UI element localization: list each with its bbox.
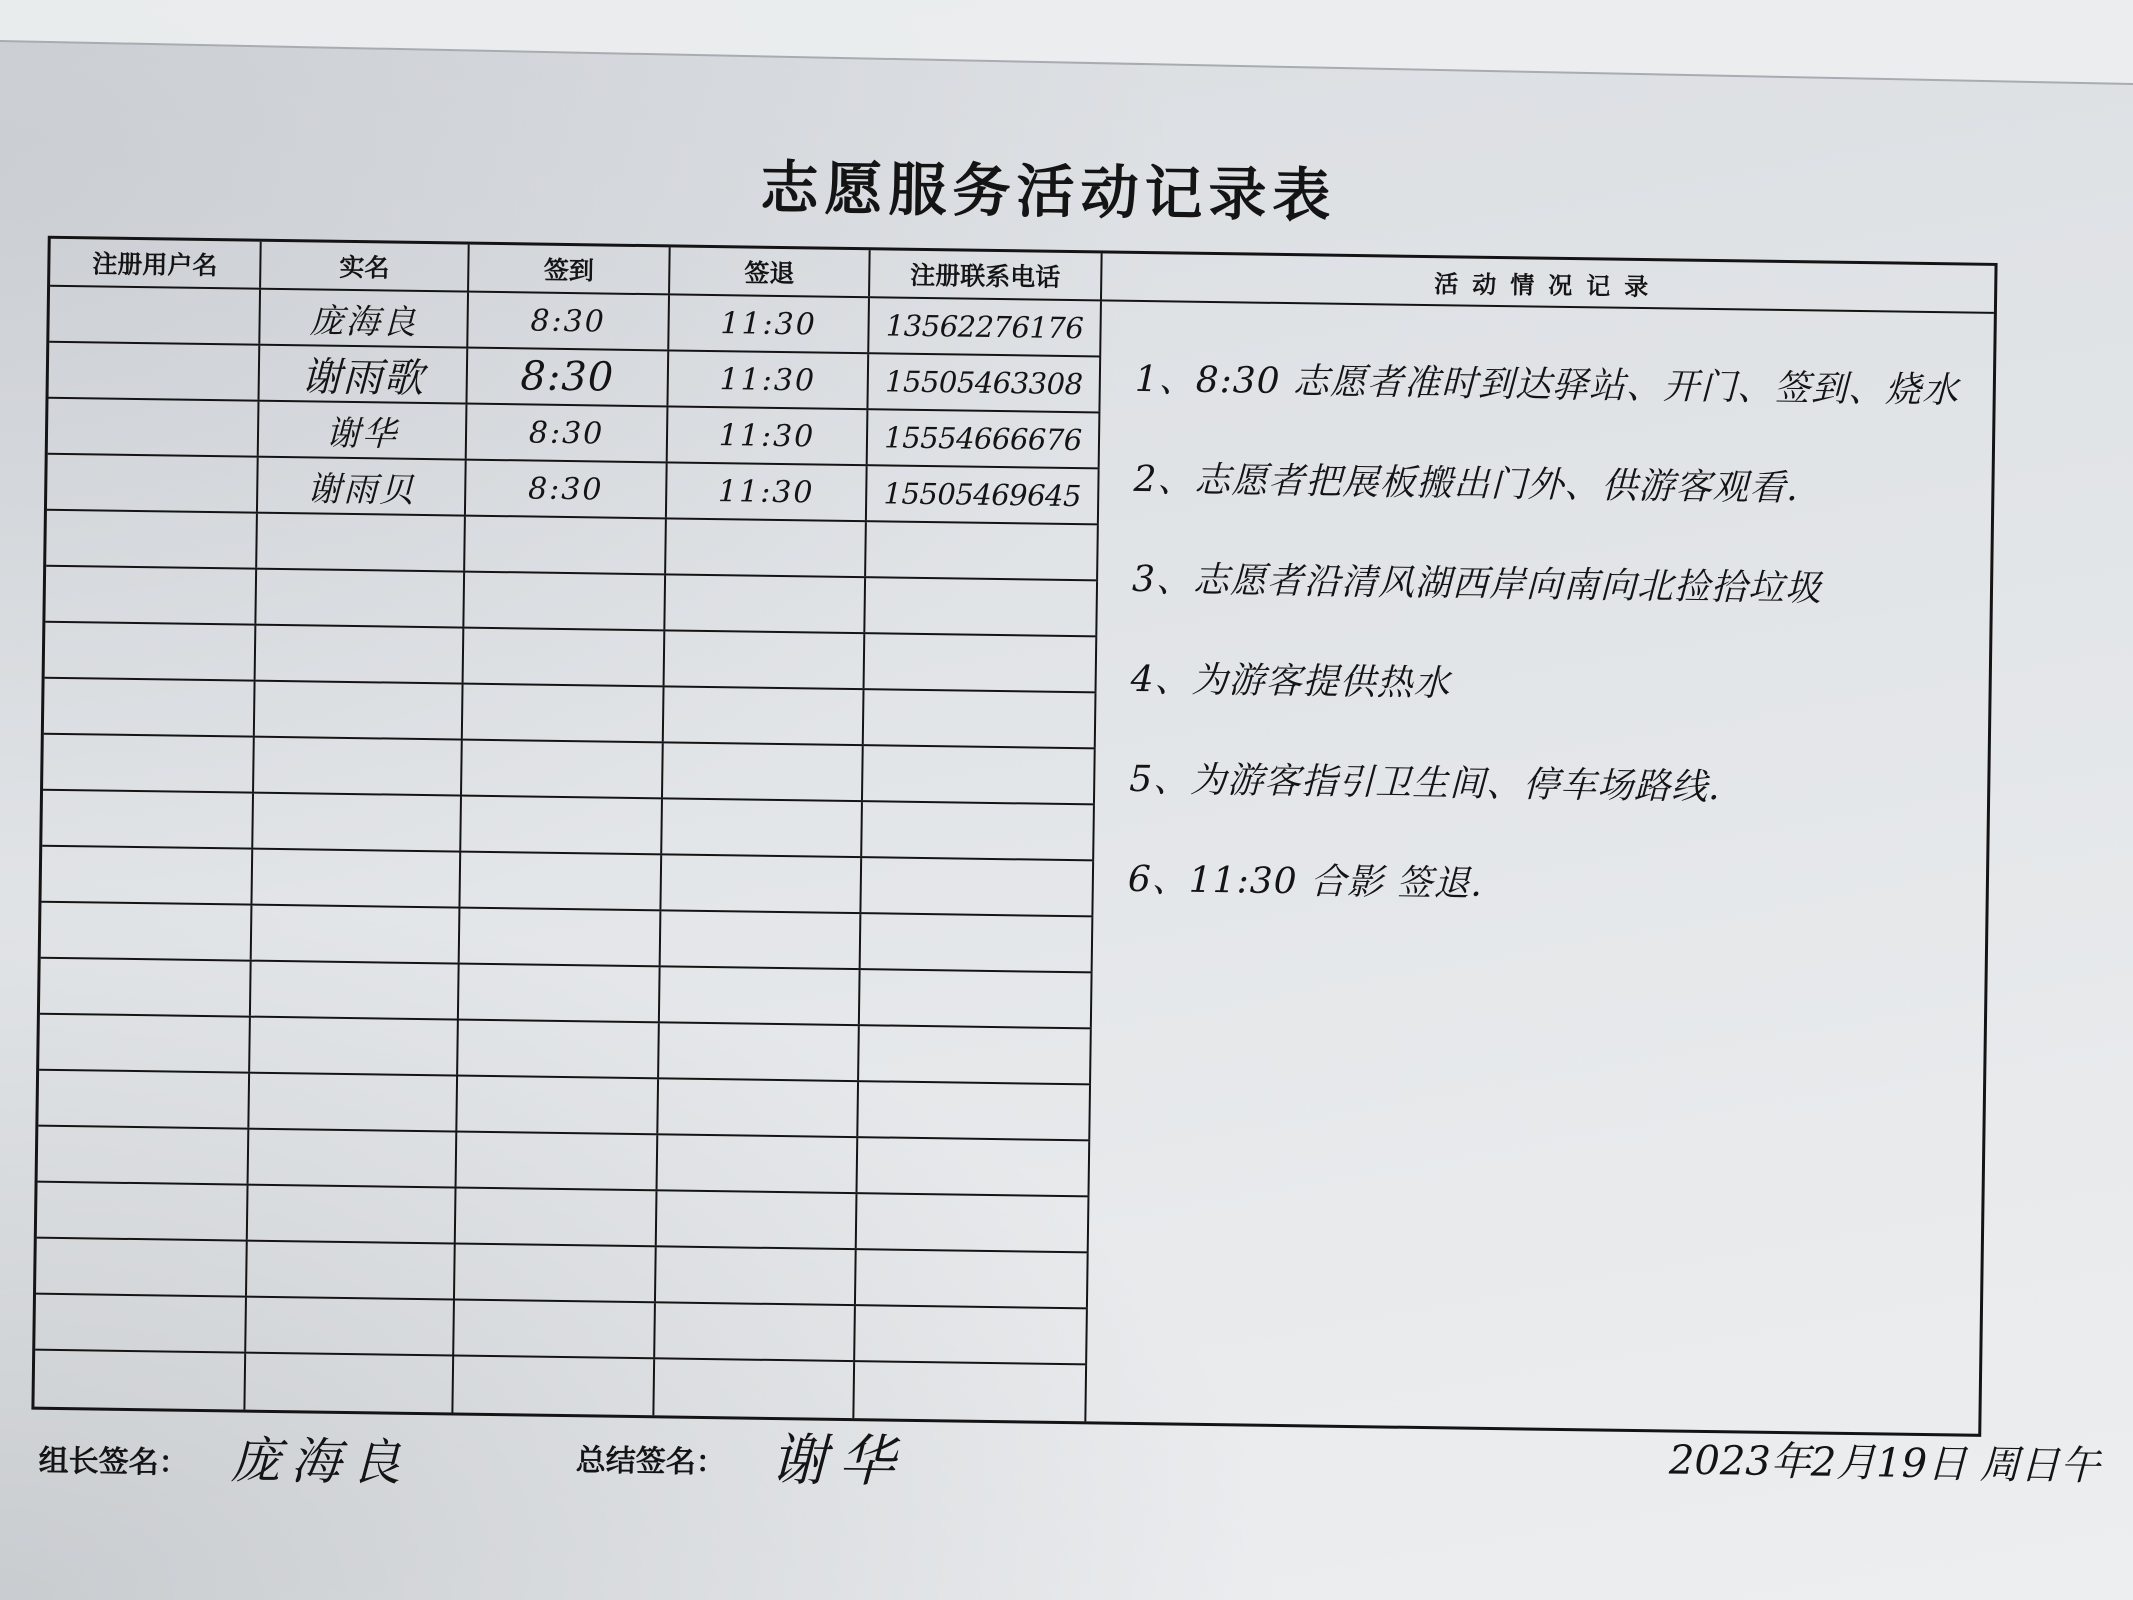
cell-username: [45, 623, 257, 680]
cell-real-name: [252, 850, 461, 907]
cell-sign-in: [456, 1189, 658, 1246]
cell-sign-out: [654, 1359, 855, 1418]
cell-phone: [854, 1362, 1087, 1421]
cell-real-name: [255, 682, 464, 739]
cell-sign-in: [458, 1021, 660, 1078]
cell-real-name: [253, 794, 462, 851]
cell-sign-out: [665, 631, 866, 688]
cell-sign-out: 11:30: [669, 295, 870, 352]
cell-sign-in: 8:30: [468, 293, 670, 350]
cell-phone: [865, 634, 1098, 691]
cell-phone: [856, 1250, 1089, 1307]
cell-username: [41, 847, 253, 904]
cell-sign-in: [453, 1357, 655, 1416]
cell-real-name: [247, 1242, 456, 1299]
cell-real-name: [256, 626, 465, 683]
cell-phone: [863, 746, 1096, 803]
cell-sign-in: [463, 685, 665, 742]
summary-signature: 谢华: [770, 1427, 908, 1495]
cell-username: [48, 399, 260, 456]
cell-username: [40, 959, 252, 1016]
cell-phone: [858, 1082, 1091, 1139]
cell-username: [34, 1351, 246, 1410]
attendance-rows: [34, 287, 1102, 1422]
cell-sign-in: [464, 573, 666, 630]
activity-record-item: 6、11:30 合影 签退.: [1127, 858, 1484, 905]
cell-real-name: [245, 1354, 454, 1413]
cell-real-name: [257, 514, 466, 571]
cell-real-name: [252, 906, 461, 963]
cell-username: [37, 1183, 249, 1240]
cell-username: [45, 567, 257, 624]
record-table: [31, 236, 1997, 1437]
cell-sign-in: [460, 909, 662, 966]
cell-username: [49, 343, 261, 400]
cell-sign-out: 11:30: [667, 463, 868, 520]
cell-sign-out: [663, 743, 864, 800]
cell-sign-out: [658, 1135, 859, 1192]
cell-sign-in: [455, 1245, 657, 1302]
form-title: 志愿服务活动记录表: [760, 153, 1337, 230]
cell-sign-in: 8:30: [466, 461, 668, 518]
cell-phone: 15505469645: [867, 466, 1100, 523]
cell-sign-in: [457, 1133, 659, 1190]
cell-real-name: [248, 1186, 457, 1243]
cell-phone: [861, 858, 1094, 915]
header-username: 注册用户名: [50, 239, 262, 288]
activity-record-item: 4、为游客提供热水: [1130, 658, 1451, 705]
cell-phone: [860, 970, 1093, 1027]
activity-record-cell: [1086, 301, 1994, 1433]
record-date: 2023年2月19日 周日午: [1668, 1437, 2101, 1490]
cell-phone: 15554666676: [868, 410, 1101, 467]
cell-sign-in: [460, 853, 662, 910]
cell-username: [35, 1295, 247, 1352]
cell-phone: 13562276176: [869, 298, 1102, 355]
cell-phone: [857, 1194, 1090, 1251]
cell-username: [36, 1239, 248, 1296]
header-sign-out: 签退: [670, 247, 871, 296]
cell-username: [42, 791, 254, 848]
cell-username: [38, 1127, 250, 1184]
cell-username: [43, 735, 255, 792]
activity-record-list: [1127, 330, 1993, 942]
cell-sign-out: [666, 519, 867, 576]
header-activity-record: 活动情况记录: [1434, 269, 1663, 301]
cell-sign-in: [465, 517, 667, 574]
cell-sign-out: 11:30: [668, 407, 869, 464]
cell-phone: [866, 522, 1099, 579]
activity-record-item: 5、为游客指引卫生间、停车场路线.: [1129, 758, 1721, 809]
table-body: [34, 287, 1993, 1434]
cell-sign-out: [657, 1191, 858, 1248]
cell-username: [46, 511, 258, 568]
cell-phone: [864, 690, 1097, 747]
cell-sign-in: [454, 1301, 656, 1358]
cell-sign-out: [658, 1079, 859, 1136]
header-real-name: 实名: [261, 242, 470, 291]
cell-sign-in: [459, 965, 661, 1022]
cell-phone: [855, 1306, 1088, 1363]
cell-real-name: [249, 1130, 458, 1187]
cell-phone: 15505463308: [868, 354, 1101, 411]
cell-sign-in: [457, 1077, 659, 1134]
cell-sign-out: [662, 799, 863, 856]
cell-phone: [859, 1026, 1092, 1083]
activity-record-item: 1、8:30 志愿者准时到达驿站、开门、签到、烧水: [1134, 358, 1960, 412]
cell-phone: [858, 1138, 1091, 1195]
cell-sign-out: [665, 575, 866, 632]
leader-signature-label: 组长签名：: [38, 1443, 189, 1481]
cell-sign-in: [464, 629, 666, 686]
cell-real-name: [256, 570, 465, 627]
cell-phone: [865, 578, 1098, 635]
cell-sign-out: [664, 687, 865, 744]
cell-sign-out: [656, 1247, 857, 1304]
cell-username: [39, 1015, 251, 1072]
cell-sign-in: 8:30: [467, 349, 669, 406]
cell-real-name: 庞海良: [260, 290, 469, 347]
cell-sign-out: [659, 1023, 860, 1080]
cell-username: [49, 287, 261, 344]
cell-sign-out: 11:30: [668, 351, 869, 408]
cell-sign-in: [462, 741, 664, 798]
activity-record-item: 3、志愿者沿清风湖西岸向南向北捡拾垃圾: [1131, 558, 1823, 610]
header-phone: 注册联系电话: [870, 250, 1103, 299]
cell-real-name: 谢雨歌: [260, 346, 469, 403]
leader-signature: 庞海良: [230, 1431, 412, 1492]
cell-sign-out: [655, 1303, 856, 1360]
header-sign-in: 签到: [469, 245, 671, 294]
cell-username: [44, 679, 256, 736]
cell-real-name: [246, 1298, 455, 1355]
cell-sign-out: [660, 967, 861, 1024]
activity-record-item: 2、志愿者把展板搬出门外、供游客观看.: [1133, 458, 1800, 510]
cell-phone: [862, 802, 1095, 859]
cell-real-name: 谢华: [259, 402, 468, 459]
cell-real-name: [250, 1018, 459, 1075]
cell-sign-in: [461, 797, 663, 854]
cell-sign-out: [661, 911, 862, 968]
cell-sign-out: [661, 855, 862, 912]
summary-signature-label: 总结签名：: [575, 1443, 726, 1481]
cell-real-name: [254, 738, 463, 795]
cell-username: [38, 1071, 250, 1128]
cell-username: [41, 903, 253, 960]
cell-real-name: [249, 1074, 458, 1131]
cell-real-name: 谢雨贝: [258, 458, 467, 515]
cell-real-name: [251, 962, 460, 1019]
cell-phone: [861, 914, 1094, 971]
cell-username: [47, 455, 259, 512]
cell-sign-in: 8:30: [467, 405, 669, 462]
